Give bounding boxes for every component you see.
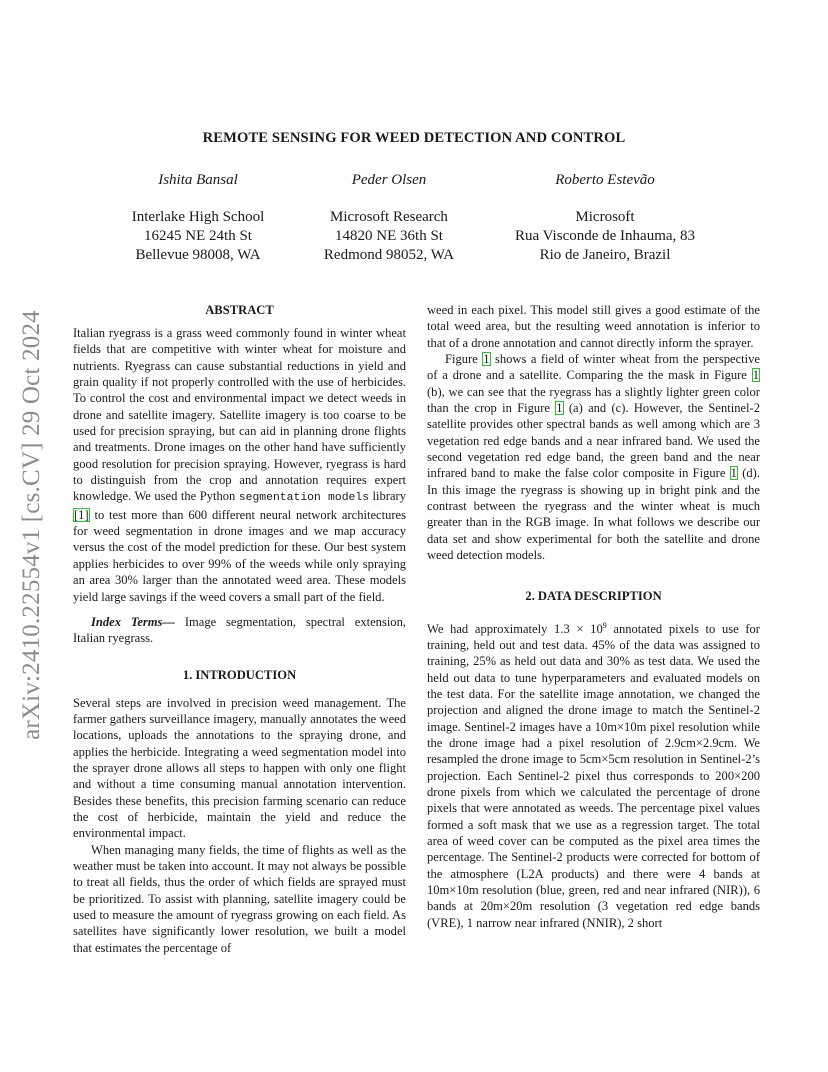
author-affiliation: Rio de Janeiro, Brazil (539, 247, 671, 263)
author-name: Peder Olsen (351, 172, 427, 188)
intro-paragraph-2: When managing many fields, the time of flights as well as the weather must be taken into account. It may not always be possible to treat all fields, thus the order of which fields are sprayed must be prioritized. To assist with planning, satellite imagery could be used to measure the amount of ryegrass growing on each field. As satellites have significantly lower resolution, we built a model that estimates the percentage of (73, 842, 406, 955)
index-terms: Index Terms— Image segmentation, spectral extension, Italian ryegrass. (73, 614, 406, 646)
left-column (73, 302, 406, 956)
author-block-3 (490, 171, 720, 265)
data-description-heading: 2. DATA DESCRIPTION (525, 588, 662, 603)
author-affiliation: Rua Visconde de Inhauma, 83 (514, 228, 696, 244)
right-paragraph-1: Figure 1 shows a field of winter wheat from the perspective of a drone and a satellite. Comparing the the mask in Figure 1 (b), we can see that the ryegrass has a slightly lighter green color than the crop in Figure 1 (a) and (c). However, the Sentinel-2 satellite provides other spectral bands as well among which are 3 vegetation red edge bands and a near infrared band. We used the second vegetation red edge band, the green band and the near infrared band to make the false color composite in Figure 1 (d). In this image the ryegrass is showing up in bright pink and the contrast between the ryegrass and the winter wheat is much greater than in the RGB image. In what follows we describe our data set and show experimental for both the satellite and drone weed detection models. (427, 352, 760, 563)
author-block-2 (274, 171, 504, 265)
figure-link[interactable]: 1 (483, 352, 490, 367)
paper-title: REMOTE SENSING FOR WEED DETECTION AND CONTROL (202, 130, 626, 146)
figure-link[interactable]: 1 (556, 401, 563, 416)
arxiv-identifier (12, 290, 52, 760)
author-affiliation: 16245 NE 24th St (144, 228, 252, 244)
author-affiliation: Microsoft Research (330, 209, 448, 225)
author-name: Roberto Estevão (555, 172, 655, 188)
right-paragraph-0: weed in each pixel. This model still gives a good estimate of the total weed area, but the resulting weed annotation is inferior to that of a drone annotation and cannot directly inform the sprayer. (427, 303, 760, 350)
data-description-paragraph: We had approximately $1.3 \times 10^9$ annotated pixels to use for training, held out and test data. 45% of the data was assigned to training, 25% as held out data and 30% as test data. We used the held out data to tune hyperparameters and evaluated models on the test data. For the satellite image annotation, we changed the projection and aligned the drone image to match the Sentinel-2 image. Sentinel-2 images have a 10m×10m pixel resolution while the drone image had a pixel resolution of 2.9cm×2.9cm. We resampled the drone image to 5cm×5cm resolution in Sentinel-2’s projection. Each Sentinel-2 pixel thus corresponds to 200×200 drone pixels from which we calculated the percentage of drone pixels that were annotated as weeds. The percentage pixel values formed a soft mask that we use as a regression target. The total area of weed cover can be computed as the pixel area times the percentage. The Sentinel-2 products were corrected for bottom of the atmosphere (L2A products) and there were 4 bands at 10m×10m resolution (blue, green, red and near infrared (NIR)), 6 bands at 20m×20m resolution (3 vegetation red edge bands (VRE), 1 narrow near infrared (NNIR), 2 short (427, 620, 760, 930)
author-affiliation: Redmond 98052, WA (323, 247, 455, 263)
math-expression: $1.3 \times 10^9$ (554, 620, 607, 636)
intro-paragraph-1: Several steps are involved in precision weed management. The farmer gathers surveillance imagery, manually annotates the weed locations, uploads the annotations to the spraying drone, and applies the herbicide. Integrating a weed segmentation model into the sprayer drone allows all steps to happen with only one flight and without a time consuming manual annotation intervention. Besides these benefits, this precision farming scenario can reduce the cost of herbicide, maintain the yield and reduce the environmental impact. (73, 695, 406, 841)
code-library-name: segmentation models (238, 492, 370, 505)
right-column (427, 302, 760, 931)
author-affiliation: Bellevue 98008, WA (135, 247, 261, 263)
arxiv-identifier-text: arXiv:2410.22554v1 [cs.CV] 29 Oct 2024 (18, 310, 45, 740)
citation-link[interactable]: [1] (74, 507, 89, 522)
author-affiliation: 14820 NE 36th St (335, 228, 443, 244)
author-affiliation: Interlake High School (131, 209, 265, 225)
author-affiliation: Microsoft (575, 209, 635, 225)
index-terms-label: Index Terms— (91, 614, 175, 629)
abstract-heading: ABSTRACT (205, 303, 274, 317)
figure-link[interactable]: 1 (752, 368, 759, 383)
author-name: Ishita Bansal (158, 172, 238, 188)
intro-heading: 1. INTRODUCTION (182, 667, 297, 682)
abstract-text: Italian ryegrass is a grass weed commonly found in winter wheat fields that are competitive with winter wheat for moisture and nutrients. Ryegrass can cause substantial reductions in yield and grain quality if not properly controlled with the use of herbicides. To control the cost and environmental impact we detect weeds in drone and satellite imagery. Satellite imagery is too coarse to be used for precision spraying, but can aid in planning drone flights and treatments. Drone images on the other hand have sufficiently good resolution for precision spraying. However, ryegrass is hard to distinguish from the crop and annotation requires expert knowledge. We used the Python segmentation models library [1] to test more than 600 different neural network architectures for weed segmentation in drone images and we map accuracy versus the cost of the model prediction for these. Our best system applies herbicides to over 99% of the weeds while only spraying an area 30% larger than the annotated weed area. These models yield large savings if the weed covers a small part of the field. (73, 326, 406, 604)
figure-link[interactable]: 1 (730, 466, 737, 481)
